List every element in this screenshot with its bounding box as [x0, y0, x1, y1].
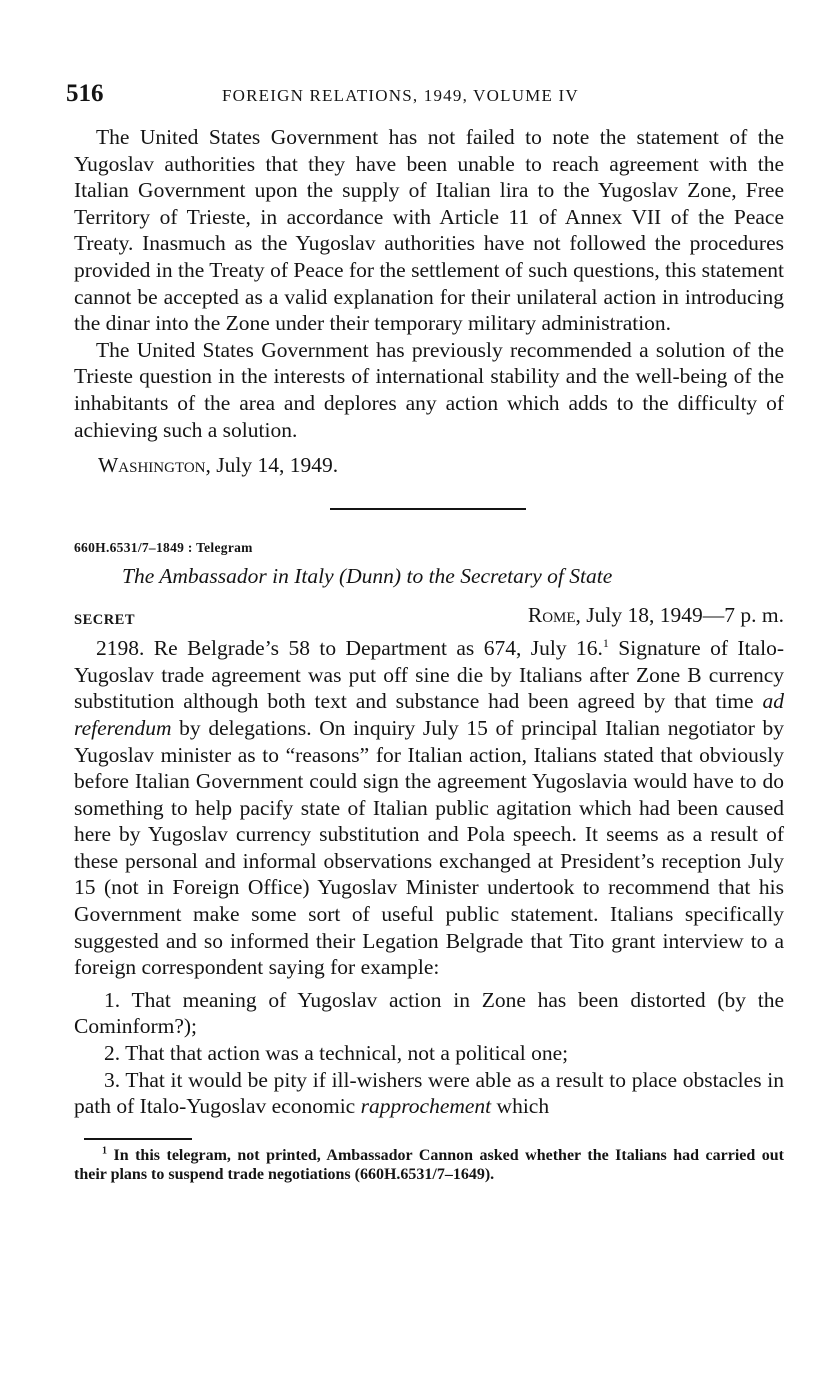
place-date [528, 603, 784, 628]
file-number: 660H.6531/7–1849 : Telegram [74, 540, 253, 556]
list-item [74, 1067, 784, 1120]
dateline-place: Rome [527, 603, 576, 628]
list-item-text: which [491, 1094, 550, 1119]
list-item-text: 3. That it would be pity if ill-wishers were able as a result to place obstacles in path of Italo-Yugoslav economic [74, 1067, 784, 1119]
dateline-date: , July 18, 1949—7 p. m. [575, 603, 784, 628]
footnote-marker: 1 [102, 1145, 107, 1157]
signature-place: Washington [98, 453, 206, 478]
footnote-reference: 1 [602, 635, 609, 650]
document-page [66, 80, 784, 1184]
list-item: 1. That meaning of Yugoslav action in Zone has been distorted (by the Cominform?); [74, 987, 784, 1039]
page-header [66, 80, 784, 114]
classification-label: SECRET [74, 612, 136, 629]
numbered-list [74, 987, 784, 1120]
footnote-text: In this telegram, not printed, Ambassador Cannon asked whether the Italians had carried out their plans to suspend trade negotiations (660H.6531/7–1649). [74, 1146, 784, 1183]
page-number: 516 [66, 80, 104, 107]
footnote-divider [84, 1138, 192, 1140]
telegram-body [74, 635, 784, 981]
document-title: The Ambassador in Italy (Dunn) to the Secretary of State [122, 564, 613, 589]
list-item: 2. That that action was a technical, not a political one; [104, 1041, 569, 1066]
telegram-body-text: by delegations. On inquiry July 15 of principal Italian negotiator by Yugoslav minister as to “reasons” for Italian action, Italians stated that obviously before Italian Government could sign the agreement Yugoslavia would have to do something to help pacify state of Italian public agitation which had been caused here by Yugoslav currency substitution and Pola speech. It seems as a result of these personal and informal observations exchanged at President’s reception July 15 (not in Foreign Office) Yugoslav Minister undertook to recommend that his Government make some sort of useful public statement. Italians specifically suggested and so informed their Legation Belgrade that Tito grant interview to a foreign correspondent saying for example: [74, 715, 784, 980]
footnote [74, 1146, 784, 1184]
running-head: FOREIGN RELATIONS, 1949, VOLUME IV [222, 86, 579, 105]
telegram-body-text: Signature of Italo-Yugoslav trade agreement was put off sine die by Italians after Zone B currency substitution although both text and substance had been agreed by that time [74, 636, 784, 714]
list-item-italic: rapprochement [360, 1094, 492, 1119]
telegram-body-start: 2198. Re Belgrade’s 58 to Department as 674, July 16. [96, 636, 603, 661]
signature-date: , July 14, 1949. [205, 453, 339, 478]
section-divider [330, 508, 526, 510]
note-signature [98, 452, 784, 478]
telegram-body-italic: ad referendum [74, 689, 784, 740]
dateline [74, 603, 784, 633]
note-paragraph: The United States Government has previously recommended a solution of the Trieste question in the interests of international stability and the well-being of the inhabitants of the area and deplores any action which adds to the difficulty of achieving such a solution. [74, 337, 784, 442]
note-paragraph: The United States Government has not failed to note the statement of the Yugoslav authorities that they have been unable to reach agreement with the Italian Government upon the supply of Italian lira to the Yugoslav Zone, Free Territory of Trieste, in accordance with Article 11 of Annex VII of the Peace Treaty. Inasmuch as the Yugoslav authorities have not followed the procedures provided in the Treaty of Peace for the settlement of such questions, this statement cannot be accepted as a valid explanation for their unilateral action in introducing the dinar into the Zone under their temporary military administration. [74, 125, 784, 336]
